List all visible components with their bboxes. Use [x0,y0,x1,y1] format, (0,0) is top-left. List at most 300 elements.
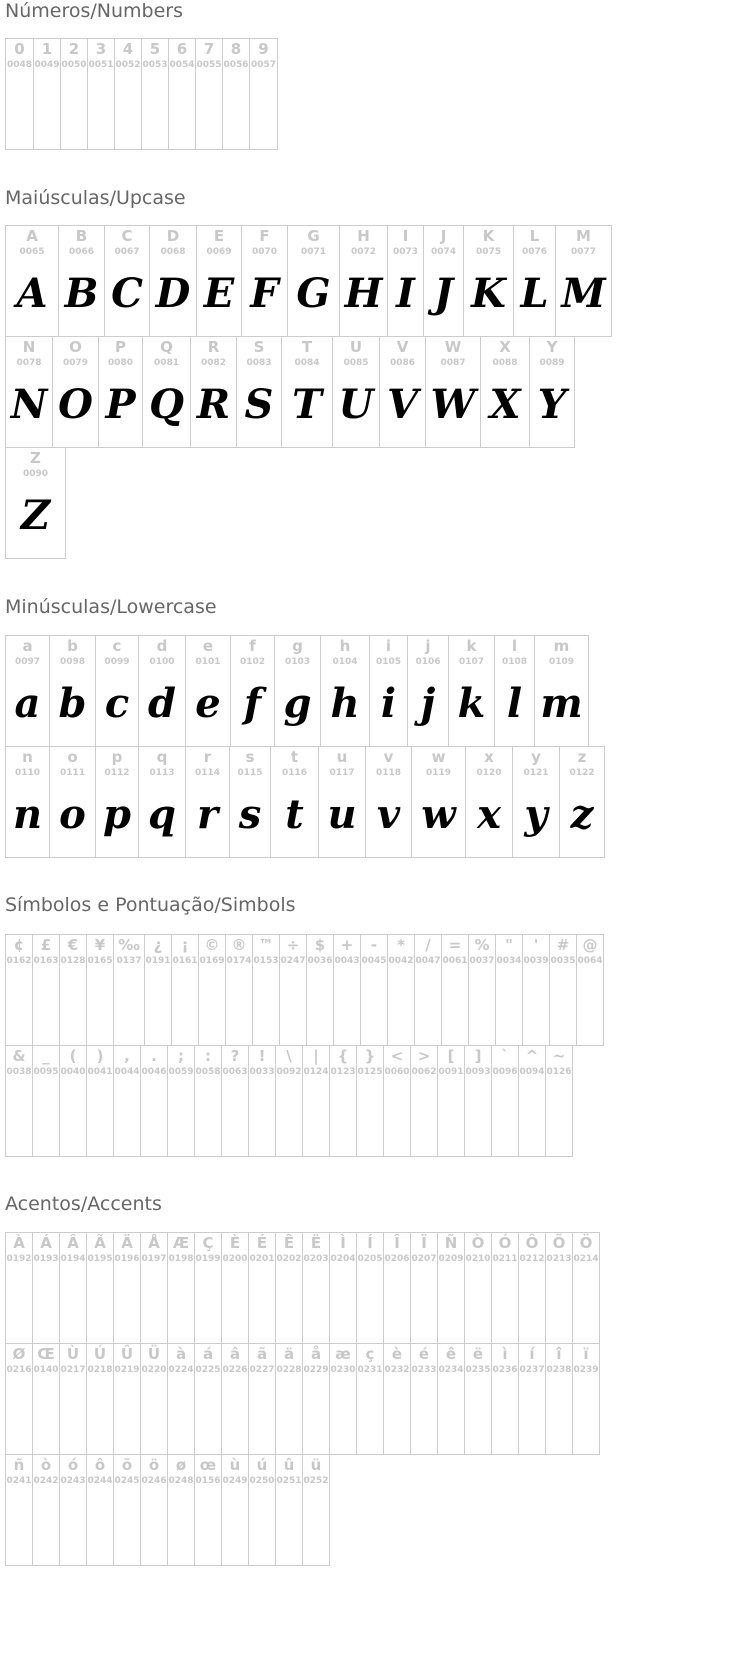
glyph-sample: Q [149,381,184,428]
glyph-cell [49,635,96,747]
character-label: S [253,338,265,356]
glyph-cell [248,1454,276,1566]
character-code: 0203 [303,1254,329,1264]
character-label: Ï [421,1234,427,1252]
character-code: 0165 [87,956,113,966]
character-code: 0055 [196,60,222,70]
glyph-cell [141,38,169,150]
glyph-sample: I [396,270,415,317]
character-code: 0200 [222,1254,248,1264]
character-label: ™ [258,936,274,954]
character-code: 0198 [168,1254,194,1264]
glyph-cell [221,1045,249,1157]
glyph-cell [222,38,250,150]
character-code: 0116 [281,768,308,778]
character-code: 0206 [384,1254,410,1264]
glyph-cell [518,1045,546,1157]
character-code: 0094 [519,1067,545,1077]
glyph-cell [144,934,172,1046]
character-code: 0076 [521,247,548,257]
glyph-cell [329,1343,357,1455]
character-code: 0241 [6,1476,32,1486]
glyph-cell [59,1454,87,1566]
glyph-sample: U [338,381,374,428]
character-label: ‰ [118,936,140,954]
character-code: 0234 [438,1365,464,1375]
glyph-cell [190,336,237,448]
character-code: 0057 [250,60,277,70]
character-label: ì [502,1345,508,1363]
glyph-cell [512,746,560,858]
glyph-sample: m [540,680,583,727]
character-label: 7 [203,40,215,58]
glyph-cell [302,1232,330,1344]
character-label: P [115,338,126,356]
character-label: Ó [498,1234,512,1252]
character-label: l [511,637,518,655]
character-label: e [202,637,214,655]
glyph-cell [423,225,464,337]
glyph-cell [274,635,321,747]
character-code: 0201 [249,1254,275,1264]
character-label: ¡ [181,936,189,954]
character-code: 0063 [222,1067,248,1077]
character-label: = [448,936,462,954]
glyph-cell [167,1454,195,1566]
glyph-cell [138,746,186,858]
glyph-sample: X [489,381,521,428]
glyph-cell [491,1343,519,1455]
glyph-sample: u [327,791,357,838]
character-code: 0239 [573,1365,599,1375]
character-code: 0059 [168,1067,194,1077]
character-label: < [390,1047,404,1065]
glyph-cell [32,1045,60,1157]
character-code: 0081 [153,358,180,368]
character-label: N [22,338,36,356]
character-label: & [12,1047,26,1065]
character-code: 0079 [62,358,89,368]
character-code: 0039 [523,956,549,966]
glyph-cell [555,225,612,337]
character-code: 0232 [384,1365,410,1375]
character-label: Ø [12,1345,26,1363]
character-label: > [417,1047,431,1065]
glyph-cell [270,746,319,858]
glyph-cell [236,336,282,448]
character-code: 0251 [276,1476,302,1486]
character-label: ' [533,936,539,954]
character-code: 0077 [570,247,597,257]
character-label: è [391,1345,403,1363]
glyph-cell [114,38,142,150]
glyph-cell [113,1232,141,1344]
glyph-cell [58,225,105,337]
character-label: Ü [147,1345,161,1363]
character-label: 6 [176,40,188,58]
character-label: d [156,637,168,655]
glyph-sample: w [421,791,456,838]
character-code: 0213 [546,1254,572,1264]
glyph-cell [437,1232,465,1344]
character-label: Ô [525,1234,539,1252]
character-code: 0104 [332,657,358,667]
glyph-cell [275,1343,303,1455]
character-label: Ù [66,1345,80,1363]
character-label: Î [394,1234,400,1252]
character-code: 0035 [550,956,576,966]
character-code: 0137 [116,956,142,966]
glyph-cell [5,38,34,150]
character-code: 0067 [114,247,140,257]
glyph-sample: D [155,270,191,317]
glyph-cell [87,38,115,150]
glyph-sample: z [570,791,594,838]
character-label: U [349,338,363,356]
character-code: 0080 [107,358,134,368]
character-label: X [499,338,511,356]
character-label: r [203,748,212,766]
character-label: Ç [202,1234,214,1252]
glyph-sample: R [196,381,231,428]
character-label: ¢ [13,936,25,954]
character-code: 0202 [276,1254,302,1264]
character-code: 0196 [114,1254,140,1264]
glyph-cell [464,1343,492,1455]
character-label: 9 [258,40,269,58]
glyph-cell [383,1232,411,1344]
character-label: ê [445,1345,457,1363]
glyph-cell [33,38,61,150]
glyph-sample: o [59,791,86,838]
character-code: 0045 [361,956,387,966]
character-code: 0204 [330,1254,356,1264]
character-code: 0218 [87,1365,113,1375]
character-label: Œ [37,1345,55,1363]
character-label: K [482,227,495,245]
glyph-cell [95,746,139,858]
character-label: Ã [94,1234,106,1252]
glyph-sample: J [434,270,453,317]
character-code: 0033 [249,1067,275,1077]
glyph-cell [320,635,370,747]
glyph-cell [437,1045,465,1157]
character-label: ô [94,1456,106,1474]
glyph-sample: t [285,791,304,838]
glyph-cell [494,635,535,747]
character-label: ; [178,1047,184,1065]
character-label: u [336,748,348,766]
glyph-cell [140,1045,168,1157]
character-code: 0054 [169,60,195,70]
character-code: 0162 [6,956,32,966]
character-label: % [474,936,490,954]
character-code: 0209 [438,1254,464,1264]
character-label: ® [231,936,247,954]
character-label: j [425,637,431,655]
glyph-sample: C [111,270,143,317]
glyph-cell [198,934,226,1046]
character-label: ñ [13,1456,25,1474]
glyph-cell [491,1045,519,1157]
glyph-sample: b [58,680,87,727]
character-code: 0049 [34,60,60,70]
character-code: 0224 [168,1365,194,1375]
character-code: 0199 [195,1254,221,1264]
character-label: æ [335,1345,351,1363]
glyph-sample: s [238,791,262,838]
glyph-sample: k [457,680,486,727]
glyph-cell [95,635,139,747]
glyph-cell [522,934,550,1046]
glyph-sample: l [506,680,523,727]
glyph-sample: K [471,270,506,317]
glyph-cell [86,1232,114,1344]
glyph-cell [281,336,333,448]
glyph-cell [185,635,231,747]
glyph-cell [491,1232,519,1344]
glyph-cell [248,1343,276,1455]
character-code: 0119 [425,768,452,778]
character-label: à [175,1345,187,1363]
character-label: ò [40,1456,52,1474]
character-label: ^ [525,1047,539,1065]
character-code: 0101 [195,657,221,667]
character-label: ü [310,1456,322,1474]
character-code: 0050 [61,60,87,70]
glyph-cell [513,225,556,337]
character-label: Á [40,1234,52,1252]
character-label: û [283,1456,295,1474]
character-label: õ [121,1456,133,1474]
glyph-cell [171,934,199,1046]
character-label: 5 [149,40,161,58]
glyph-cell [576,934,604,1046]
glyph-cell [275,1045,303,1157]
glyph-cell [318,746,366,858]
glyph-sample: h [330,680,360,727]
character-label: b [67,637,78,655]
character-label: ¿ [153,936,163,954]
glyph-cell [167,1343,195,1455]
glyph-cell [360,934,388,1046]
glyph-cell [225,934,253,1046]
character-label: 0 [14,40,25,58]
character-code: 0064 [577,956,603,966]
glyph-cell [86,1343,114,1455]
glyph-cell [60,38,88,150]
character-code: 0211 [492,1254,518,1264]
glyph-cell [518,1232,546,1344]
glyph-cell [138,635,186,747]
character-code: 0247 [280,956,306,966]
character-label: å [310,1345,322,1363]
glyph-cell [329,1045,357,1157]
glyph-sample: N [10,381,48,428]
glyph-cell [142,336,191,448]
character-label: œ [199,1456,217,1474]
glyph-cell [387,225,424,337]
character-label: ù [229,1456,241,1474]
character-label: É [256,1234,268,1252]
glyph-cell [104,225,150,337]
character-code: 0043 [334,956,360,966]
character-code: 0065 [19,247,45,257]
character-label: + [340,936,354,954]
glyph-cell [49,746,96,858]
glyph-cell [545,1045,573,1157]
glyph-sample: Y [537,381,567,428]
character-label: 1 [41,40,53,58]
glyph-cell [448,635,495,747]
glyph-cell [221,1232,249,1344]
character-label: T [301,338,313,356]
character-label: ~ [552,1047,566,1065]
glyph-cell [140,1232,168,1344]
glyph-cell [410,1343,438,1455]
character-label: Û [120,1345,134,1363]
glyph-cell [5,1454,33,1566]
character-label: h [339,637,351,655]
character-code: 0109 [548,657,575,667]
character-label: k [466,637,477,655]
character-code: 0117 [329,768,355,778]
glyph-sample: Z [20,492,51,539]
character-code: 0120 [476,768,502,778]
character-label: ú [256,1456,268,1474]
glyph-cell [5,635,50,747]
character-code: 0252 [303,1476,329,1486]
character-label: D [166,227,180,245]
character-label: ã [256,1345,268,1363]
character-label: Í [367,1234,373,1252]
glyph-cell [356,1045,384,1157]
character-label: ( [69,1047,77,1065]
character-label: o [67,748,78,766]
character-code: 0153 [253,956,279,966]
glyph-cell [59,1232,87,1344]
character-label: { [337,1047,349,1065]
glyph-sample: F [250,270,279,317]
character-label: O [69,338,82,356]
glyph-sample: a [14,680,41,727]
character-label: Ö [579,1234,593,1252]
glyph-sample: e [195,680,221,727]
character-label: 4 [122,40,134,58]
character-code: 0060 [384,1067,410,1077]
character-code: 0197 [141,1254,167,1264]
character-code: 0235 [465,1365,491,1375]
glyph-cell [113,1454,141,1566]
glyph-cell [468,934,496,1046]
character-label: - [370,936,378,954]
glyph-cell [229,746,271,858]
character-code: 0246 [141,1476,167,1486]
glyph-sample: i [380,680,397,727]
character-label: Ì [340,1234,346,1252]
character-code: 0053 [142,60,168,70]
glyph-cell [230,635,275,747]
character-code: 0216 [6,1365,32,1375]
character-label: g [292,637,303,655]
character-code: 0048 [6,60,33,70]
character-label: 3 [95,40,107,58]
character-label: 2 [68,40,80,58]
glyph-cell [464,1045,492,1157]
character-label: p [111,748,123,766]
glyph-cell [5,1232,33,1344]
character-code: 0195 [87,1254,113,1264]
character-label: A [26,227,38,245]
character-label: n [22,748,33,766]
glyph-sample: W [430,381,476,428]
character-code: 0071 [300,247,327,257]
character-label: v [383,748,394,766]
glyph-cell [279,934,307,1046]
character-code: 0212 [519,1254,545,1264]
glyph-cell [545,1343,573,1455]
character-code: 0062 [411,1067,437,1077]
glyph-cell [410,1045,438,1157]
character-code: 0098 [59,657,86,667]
character-code: 0122 [569,768,595,778]
character-label: Å [148,1234,160,1252]
character-code: 0250 [249,1476,275,1486]
character-code: 0121 [523,768,549,778]
character-label: ! [258,1047,266,1065]
character-code: 0219 [114,1365,140,1375]
character-code: 0193 [33,1254,59,1264]
glyph-cell [463,225,514,337]
glyph-cell [168,38,196,150]
glyph-sample: n [12,791,43,838]
character-code: 0191 [145,956,171,966]
character-label: : [205,1047,211,1065]
character-label: ö [148,1456,160,1474]
glyph-cell [5,336,53,448]
character-label: E [213,227,225,245]
glyph-sample: O [58,381,93,428]
glyph-cell [441,934,469,1046]
character-code: 0227 [249,1365,275,1375]
glyph-cell [194,1454,222,1566]
character-code: 0110 [14,768,41,778]
glyph-cell [495,934,523,1046]
character-code: 0036 [307,956,333,966]
character-code: 0115 [237,768,263,778]
glyph-cell [425,336,481,448]
glyph-cell [86,934,114,1046]
character-code: 0089 [539,358,565,368]
glyph-cell [248,1045,276,1157]
character-label: V [396,338,409,356]
character-label: ø [175,1456,187,1474]
glyph-cell [196,225,242,337]
character-code: 0231 [357,1365,383,1375]
character-code: 0092 [276,1067,302,1077]
character-label: w [431,748,446,766]
character-code: 0169 [199,956,225,966]
glyph-cell [411,746,466,858]
character-label: Y [546,338,558,356]
character-label: Z [30,449,41,467]
glyph-cell [559,746,605,858]
character-label: Ê [283,1234,295,1252]
glyph-cell [248,1232,276,1344]
character-label: a [22,637,33,655]
character-label: * [397,936,405,954]
character-label: " [505,936,513,954]
